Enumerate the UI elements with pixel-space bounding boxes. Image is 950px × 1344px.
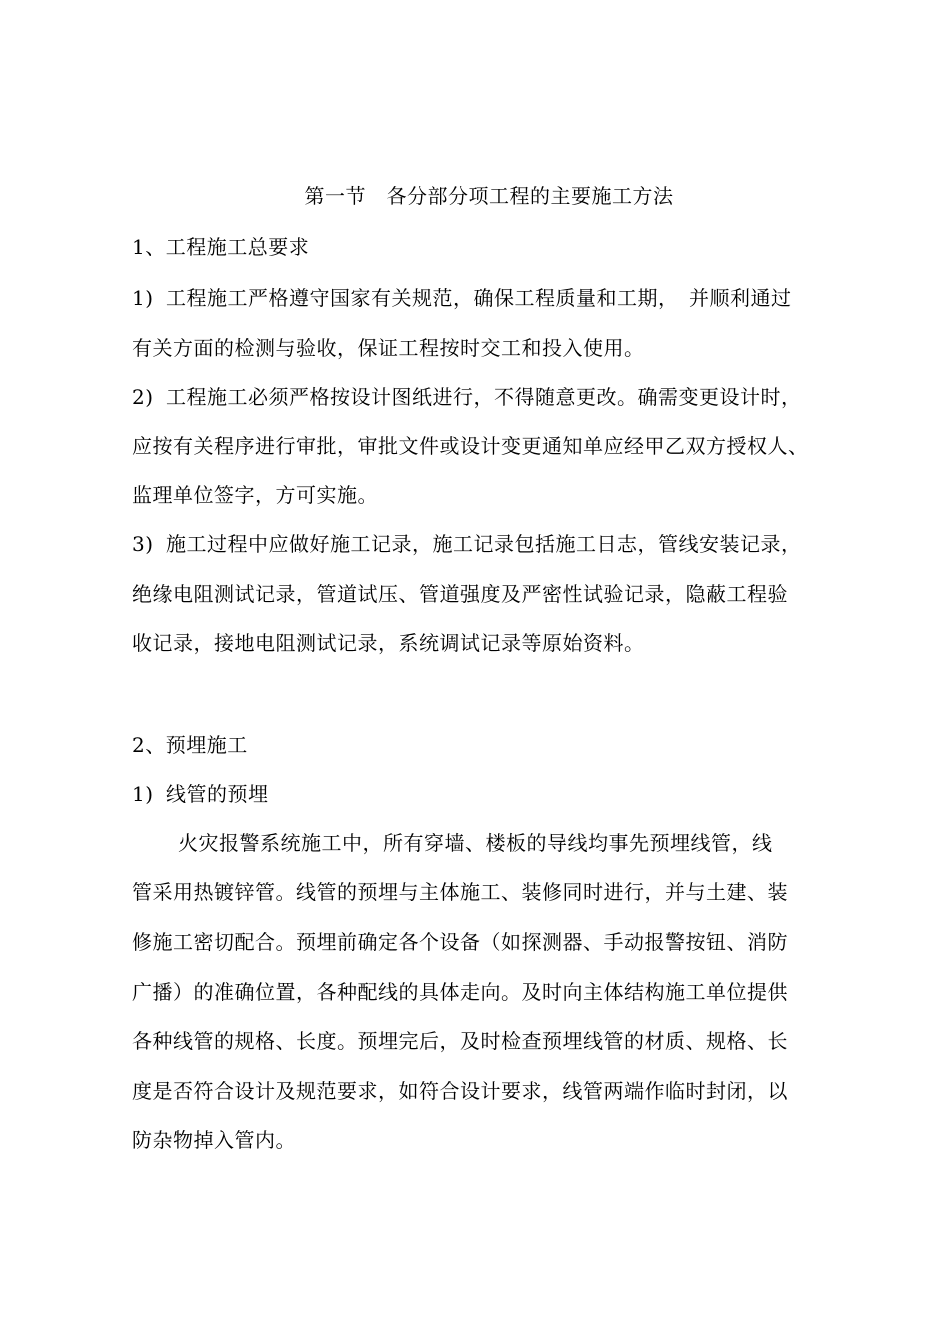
heading-general-requirements: 1、工程施工总要求: [132, 235, 310, 259]
item-1-line-1: [132, 283, 862, 313]
paragraph-line-2: 管采用热镀锌管。线管的预埋与主体施工、装修同时进行，并与土建、装: [132, 880, 788, 904]
item-2-number: 2): [132, 385, 154, 409]
item-3-line-3: 收记录，接地电阻测试记录，系统调试记录等原始资料。: [132, 631, 645, 655]
section-title: 第一节 各分部分项工程的主要施工方法: [304, 184, 674, 208]
sub-1-number: 1): [132, 782, 154, 806]
item-3-line-1: [132, 529, 862, 559]
item-2-text-1: 工程施工必须严格按设计图纸进行，不得随意更改。确需变更设计时，: [166, 385, 802, 409]
item-2-line-1: [132, 382, 862, 412]
paragraph-line-3: 修施工密切配合。预埋前确定各个设备（如探测器、手动报警按钮、消防: [132, 930, 788, 954]
heading-embedding: 2、预埋施工: [132, 733, 248, 757]
item-3-number: 3): [132, 532, 154, 556]
sub-1-label: 线管的预埋: [166, 782, 269, 806]
item-2-line-3: 监理单位签字，方可实施。: [132, 483, 378, 507]
item-1-text-1: 工程施工严格遵守国家有关规范，确保工程质量和工期， 并顺利通过: [166, 286, 792, 310]
paragraph-line-4: 广播）的准确位置，各种配线的具体走向。及时向主体结构施工单位提供: [132, 980, 788, 1004]
item-3-text-1: 施工过程中应做好施工记录，施工记录包括施工日志，管线安装记录，: [166, 532, 802, 556]
sub-heading-conduit: [132, 779, 862, 809]
item-1-line-2: 有关方面的检测与验收，保证工程按时交工和投入使用。: [132, 336, 645, 360]
paragraph-line-7: 防杂物掉入管内。: [132, 1128, 296, 1152]
item-3-line-2: 绝缘电阻测试记录，管道试压、管道强度及严密性试验记录，隐蔽工程验: [132, 582, 788, 606]
paragraph-line-5: 各种线管的规格、长度。预埋完后，及时检查预埋线管的材质、规格、长: [132, 1029, 788, 1053]
item-2-line-2: 应按有关程序进行审批，审批文件或设计变更通知单应经甲乙双方授权人、: [132, 434, 809, 458]
paragraph-line-6: 度是否符合设计及规范要求，如符合设计要求，线管两端作临时封闭，以: [132, 1079, 788, 1103]
paragraph-line-1: 火灾报警系统施工中，所有穿墙、楼板的导线均事先预埋线管，线: [178, 831, 773, 855]
item-1-number: 1): [132, 286, 154, 310]
